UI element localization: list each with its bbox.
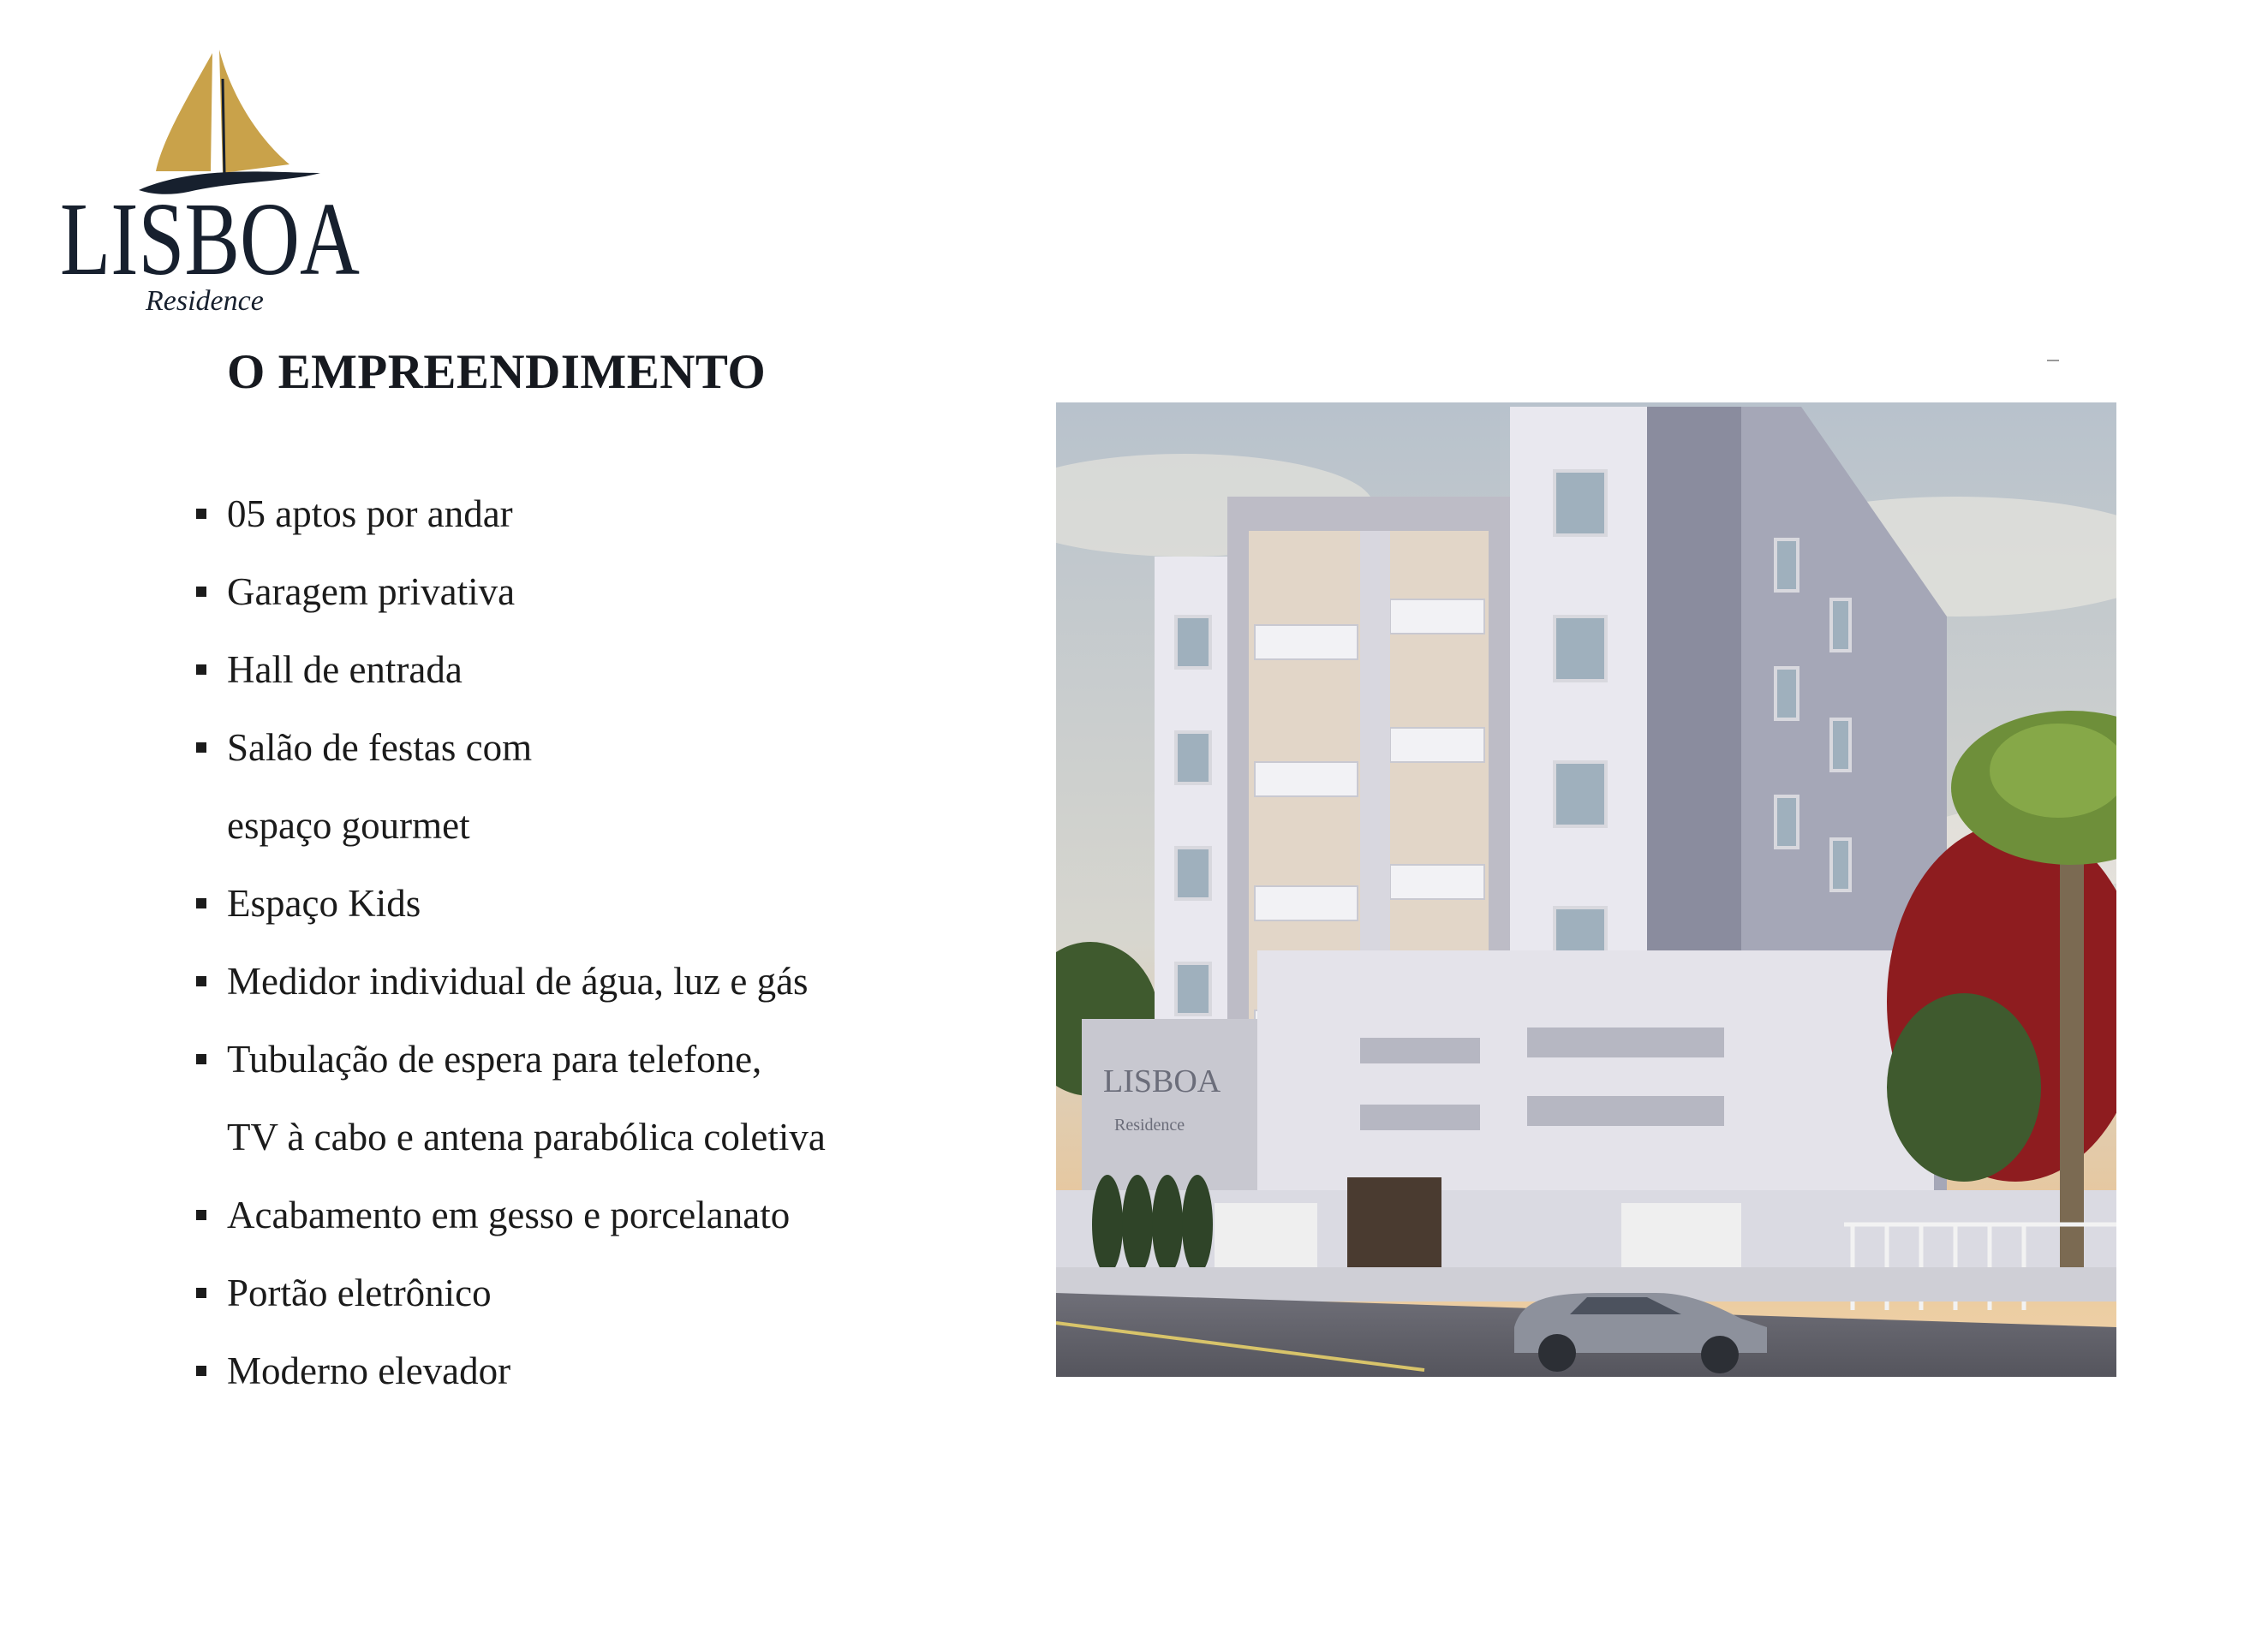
feature-text: Salão de festas com [227, 726, 533, 769]
feature-text: espaço gourmet [227, 804, 470, 847]
logo-wordmark: LISBOA [60, 182, 360, 297]
bullet-square-icon [196, 1054, 206, 1064]
bullet-square-icon [196, 976, 206, 986]
feature-text: Portão eletrônico [227, 1272, 492, 1314]
feature-text: Moderno elevador [227, 1349, 511, 1392]
feature-text: Tubulação de espera para telefone, [227, 1038, 762, 1081]
bullet-square-icon [196, 742, 206, 753]
bullet-square-icon [196, 1210, 206, 1220]
feature-item [227, 943, 981, 1021]
facade-sign-tagline: Residence [1114, 1116, 1185, 1135]
decorative-dash [2047, 360, 2059, 361]
feature-item [227, 1332, 981, 1410]
feature-item [227, 631, 981, 709]
feature-item [227, 709, 981, 865]
bullet-square-icon [196, 587, 206, 597]
feature-item [227, 553, 981, 631]
building-render-image [1056, 402, 2116, 1377]
feature-text: Garagem privativa [227, 570, 516, 613]
logo-tagline: Residence [146, 285, 264, 317]
bullet-square-icon [196, 898, 206, 908]
bullet-square-icon [196, 664, 206, 675]
sailboat-logo-icon [60, 45, 368, 327]
feature-text: Hall de entrada [227, 648, 463, 691]
feature-text: Medidor individual de água, luz e gás [227, 960, 809, 1003]
feature-text: TV à cabo e antena parabólica coletiva [227, 1116, 826, 1159]
feature-item [227, 865, 981, 943]
feature-list [227, 475, 981, 1410]
feature-item [227, 475, 981, 553]
brand-logo [60, 45, 368, 327]
bullet-square-icon [196, 1366, 206, 1376]
feature-item [227, 1254, 981, 1332]
feature-text: Acabamento em gesso e porcelanato [227, 1194, 791, 1236]
feature-item [227, 1176, 981, 1254]
feature-text: Espaço Kids [227, 882, 421, 925]
bullet-square-icon [196, 509, 206, 519]
facade-sign-name: LISBOA [1103, 1063, 1221, 1099]
feature-item [227, 1021, 981, 1176]
section-title: O EMPREENDIMENTO [227, 345, 767, 399]
feature-text: 05 aptos por andar [227, 492, 513, 535]
bullet-square-icon [196, 1288, 206, 1298]
